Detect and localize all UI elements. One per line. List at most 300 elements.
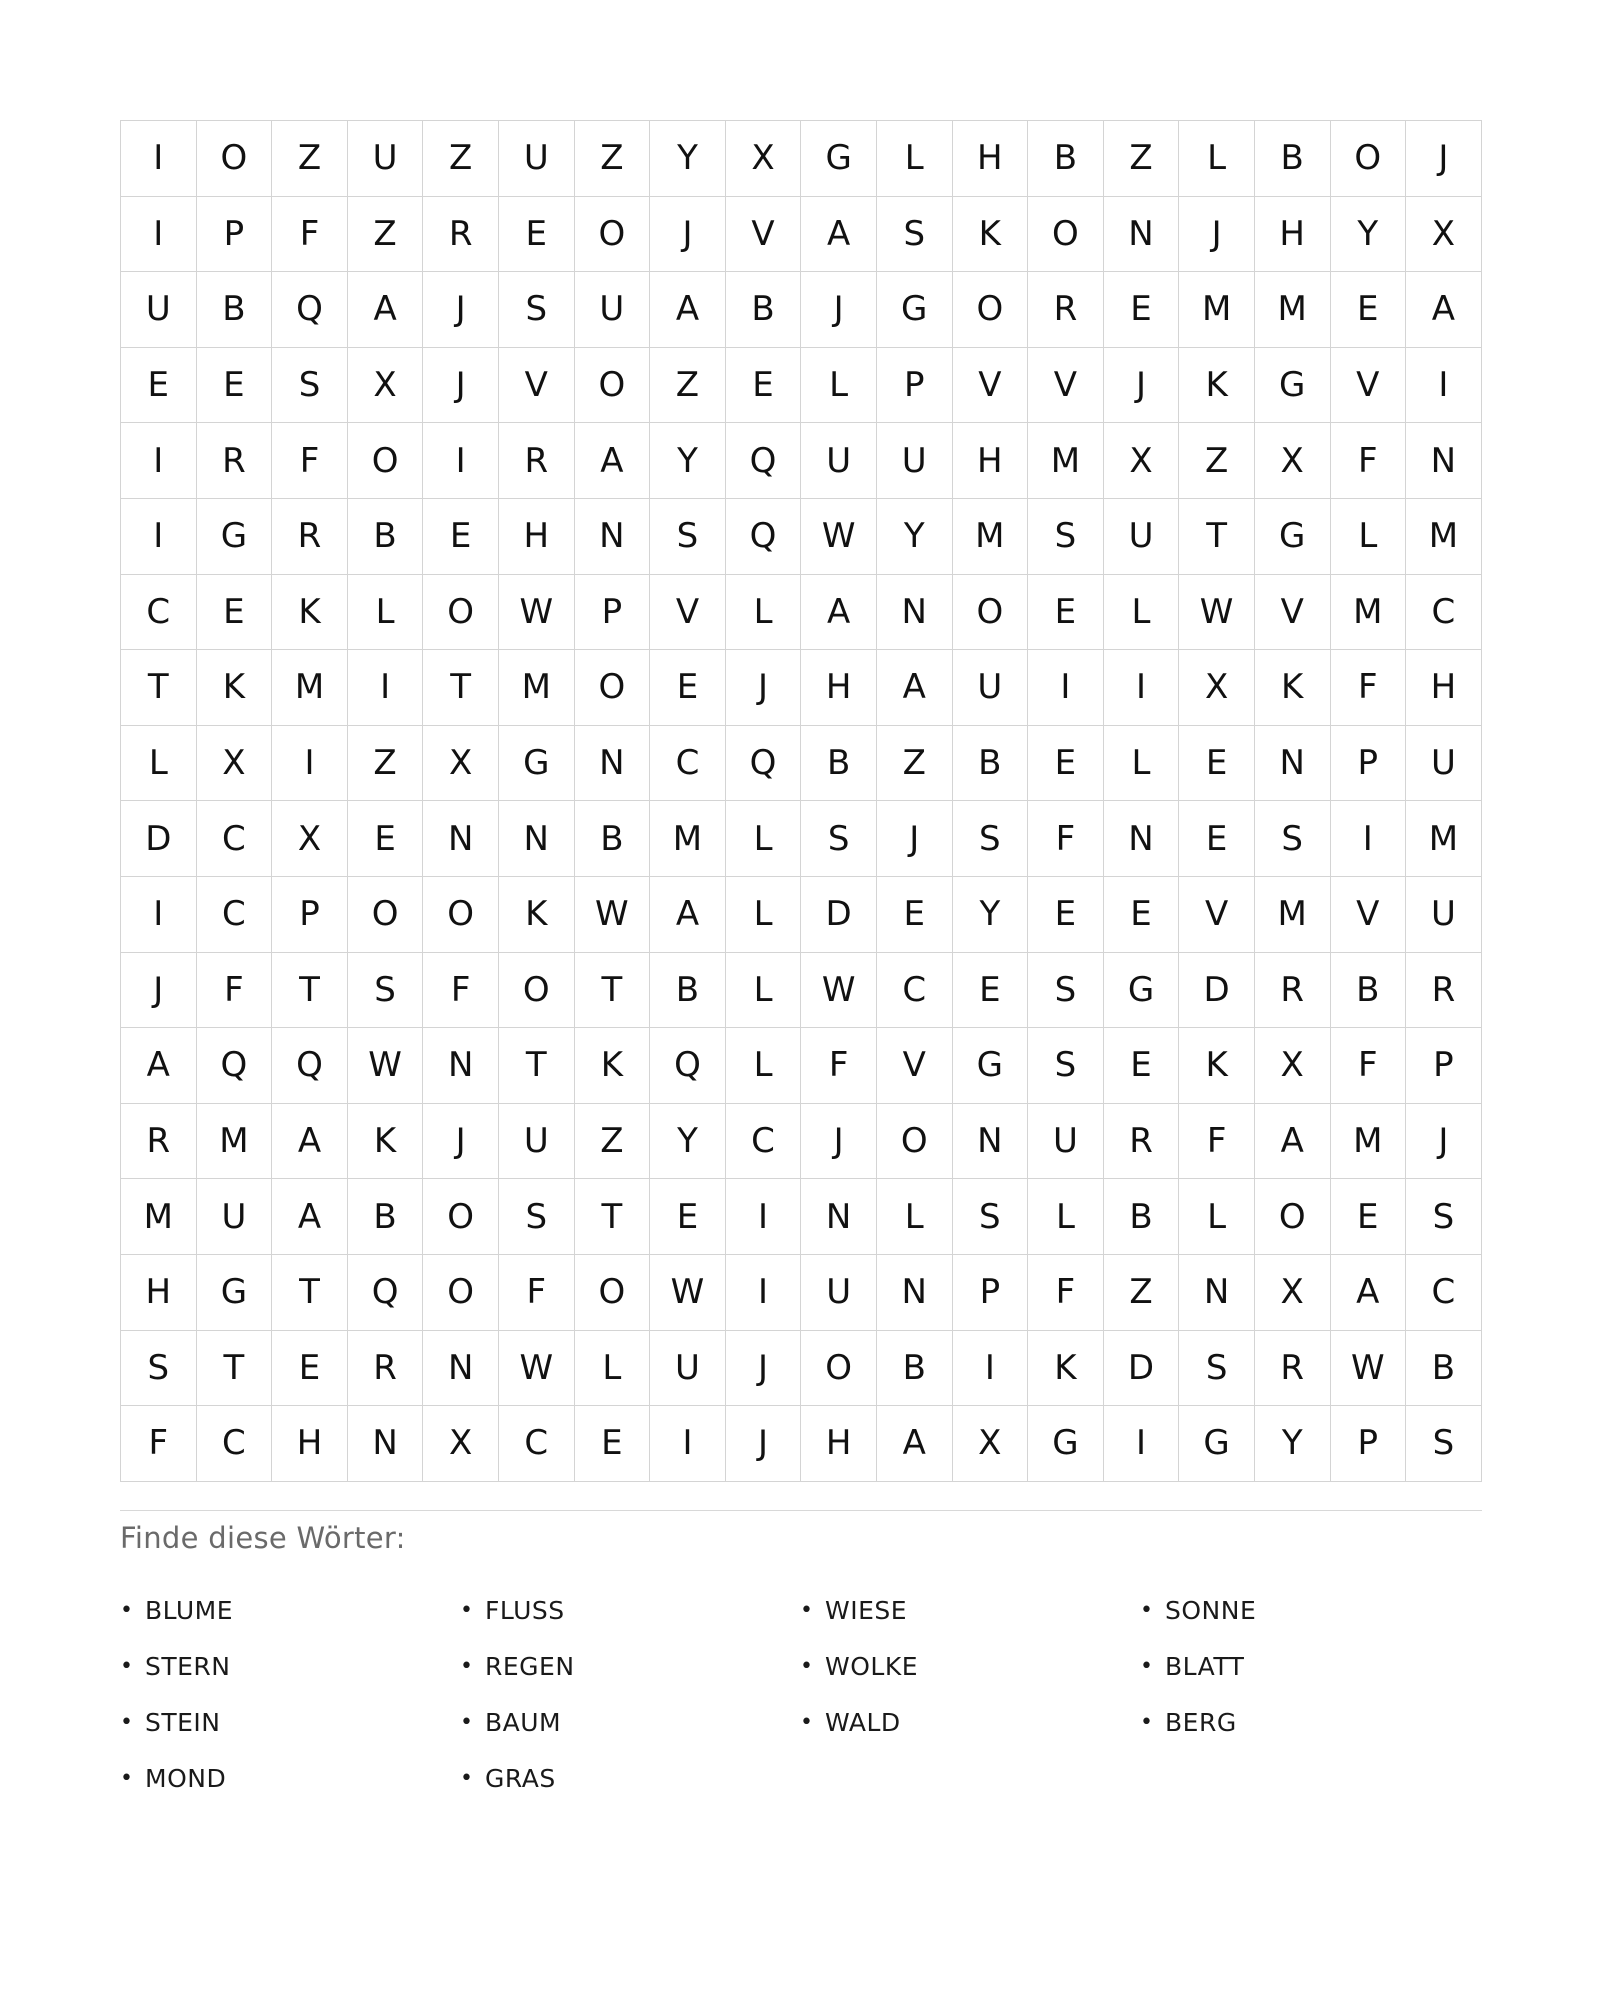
grid-cell[interactable]: O	[575, 197, 651, 273]
grid-cell[interactable]: R	[272, 499, 348, 575]
grid-cell[interactable]: B	[877, 1331, 953, 1407]
grid-cell[interactable]: J	[801, 1104, 877, 1180]
grid-cell[interactable]: N	[423, 801, 499, 877]
grid-cell[interactable]: Y	[650, 423, 726, 499]
grid-cell[interactable]: C	[197, 877, 273, 953]
grid-cell[interactable]: Z	[877, 726, 953, 802]
grid-cell[interactable]: N	[877, 1255, 953, 1331]
grid-cell[interactable]: X	[272, 801, 348, 877]
grid-cell[interactable]: X	[1104, 423, 1180, 499]
grid-cell[interactable]: B	[650, 953, 726, 1029]
grid-cell[interactable]: A	[575, 423, 651, 499]
grid-cell[interactable]: O	[877, 1104, 953, 1180]
grid-cell[interactable]: O	[575, 1255, 651, 1331]
grid-cell[interactable]: A	[1255, 1104, 1331, 1180]
grid-cell[interactable]: T	[121, 650, 197, 726]
grid-cell[interactable]: F	[1331, 1028, 1407, 1104]
grid-cell[interactable]: L	[1104, 726, 1180, 802]
grid-cell[interactable]: S	[953, 801, 1029, 877]
grid-cell[interactable]: O	[197, 121, 273, 197]
grid-cell[interactable]: I	[1104, 650, 1180, 726]
grid-cell[interactable]: O	[801, 1331, 877, 1407]
grid-cell[interactable]: B	[197, 272, 273, 348]
grid-cell[interactable]: I	[650, 1406, 726, 1482]
grid-cell[interactable]: J	[726, 1406, 802, 1482]
grid-cell[interactable]: O	[953, 272, 1029, 348]
grid-cell[interactable]: B	[953, 726, 1029, 802]
grid-cell[interactable]: J	[423, 1104, 499, 1180]
grid-cell[interactable]: L	[726, 953, 802, 1029]
grid-cell[interactable]: C	[650, 726, 726, 802]
grid-cell[interactable]: J	[801, 272, 877, 348]
grid-cell[interactable]: W	[650, 1255, 726, 1331]
grid-cell[interactable]: L	[121, 726, 197, 802]
grid-cell[interactable]: E	[650, 1179, 726, 1255]
grid-cell[interactable]: J	[877, 801, 953, 877]
grid-cell[interactable]: R	[348, 1331, 424, 1407]
grid-cell[interactable]: V	[953, 348, 1029, 424]
grid-cell[interactable]: L	[801, 348, 877, 424]
grid-cell[interactable]: O	[423, 575, 499, 651]
grid-cell[interactable]: J	[1179, 197, 1255, 273]
grid-cell[interactable]: M	[1028, 423, 1104, 499]
grid-cell[interactable]: T	[423, 650, 499, 726]
grid-cell[interactable]: B	[801, 726, 877, 802]
grid-cell[interactable]: G	[1028, 1406, 1104, 1482]
grid-cell[interactable]: L	[1331, 499, 1407, 575]
grid-cell[interactable]: M	[121, 1179, 197, 1255]
grid-cell[interactable]: L	[1104, 575, 1180, 651]
grid-cell[interactable]: W	[499, 575, 575, 651]
grid-cell[interactable]: S	[1406, 1406, 1482, 1482]
grid-cell[interactable]: I	[1406, 348, 1482, 424]
grid-cell[interactable]: N	[499, 801, 575, 877]
grid-cell[interactable]: N	[877, 575, 953, 651]
grid-cell[interactable]: T	[1179, 499, 1255, 575]
grid-cell[interactable]: V	[1331, 348, 1407, 424]
grid-cell[interactable]: R	[121, 1104, 197, 1180]
grid-cell[interactable]: B	[1331, 953, 1407, 1029]
grid-cell[interactable]: N	[1255, 726, 1331, 802]
grid-cell[interactable]: C	[121, 575, 197, 651]
grid-cell[interactable]: M	[953, 499, 1029, 575]
grid-cell[interactable]: I	[726, 1179, 802, 1255]
grid-cell[interactable]: Z	[348, 726, 424, 802]
grid-cell[interactable]: B	[1104, 1179, 1180, 1255]
grid-cell[interactable]: V	[650, 575, 726, 651]
grid-cell[interactable]: R	[499, 423, 575, 499]
grid-cell[interactable]: G	[877, 272, 953, 348]
grid-cell[interactable]: O	[1028, 197, 1104, 273]
grid-cell[interactable]: T	[499, 1028, 575, 1104]
grid-cell[interactable]: U	[499, 1104, 575, 1180]
grid-cell[interactable]: H	[1406, 650, 1482, 726]
grid-cell[interactable]: O	[423, 877, 499, 953]
grid-cell[interactable]: Z	[423, 121, 499, 197]
grid-cell[interactable]: I	[121, 197, 197, 273]
grid-cell[interactable]: G	[801, 121, 877, 197]
grid-cell[interactable]: E	[423, 499, 499, 575]
grid-cell[interactable]: R	[1028, 272, 1104, 348]
grid-cell[interactable]: H	[499, 499, 575, 575]
grid-cell[interactable]: P	[1331, 1406, 1407, 1482]
grid-cell[interactable]: E	[726, 348, 802, 424]
grid-cell[interactable]: P	[1406, 1028, 1482, 1104]
grid-cell[interactable]: W	[801, 499, 877, 575]
grid-cell[interactable]: O	[348, 423, 424, 499]
grid-cell[interactable]: E	[499, 197, 575, 273]
grid-cell[interactable]: U	[1028, 1104, 1104, 1180]
grid-cell[interactable]: T	[272, 1255, 348, 1331]
grid-cell[interactable]: E	[1028, 726, 1104, 802]
grid-cell[interactable]: S	[499, 1179, 575, 1255]
grid-cell[interactable]: F	[1028, 801, 1104, 877]
grid-cell[interactable]: N	[575, 499, 651, 575]
grid-cell[interactable]: U	[1406, 877, 1482, 953]
grid-cell[interactable]: V	[726, 197, 802, 273]
grid-cell[interactable]: D	[1104, 1331, 1180, 1407]
grid-cell[interactable]: G	[1104, 953, 1180, 1029]
grid-cell[interactable]: J	[1104, 348, 1180, 424]
grid-cell[interactable]: I	[121, 499, 197, 575]
grid-cell[interactable]: Z	[575, 121, 651, 197]
grid-cell[interactable]: U	[877, 423, 953, 499]
grid-cell[interactable]: L	[726, 575, 802, 651]
grid-cell[interactable]: S	[1028, 1028, 1104, 1104]
grid-cell[interactable]: O	[575, 348, 651, 424]
grid-cell[interactable]: L	[575, 1331, 651, 1407]
grid-cell[interactable]: S	[272, 348, 348, 424]
grid-cell[interactable]: R	[423, 197, 499, 273]
grid-cell[interactable]: Y	[1255, 1406, 1331, 1482]
grid-cell[interactable]: B	[575, 801, 651, 877]
grid-cell[interactable]: M	[1255, 877, 1331, 953]
grid-cell[interactable]: T	[575, 953, 651, 1029]
grid-cell[interactable]: V	[877, 1028, 953, 1104]
grid-cell[interactable]: N	[575, 726, 651, 802]
grid-cell[interactable]: X	[953, 1406, 1029, 1482]
grid-cell[interactable]: E	[1028, 575, 1104, 651]
grid-cell[interactable]: N	[1179, 1255, 1255, 1331]
grid-cell[interactable]: X	[1255, 1255, 1331, 1331]
grid-cell[interactable]: S	[1179, 1331, 1255, 1407]
grid-cell[interactable]: L	[1179, 121, 1255, 197]
grid-cell[interactable]: C	[877, 953, 953, 1029]
grid-cell[interactable]: B	[1028, 121, 1104, 197]
grid-cell[interactable]: J	[423, 348, 499, 424]
grid-cell[interactable]: A	[801, 197, 877, 273]
grid-cell[interactable]: W	[575, 877, 651, 953]
grid-cell[interactable]: V	[499, 348, 575, 424]
grid-cell[interactable]: S	[877, 197, 953, 273]
grid-cell[interactable]: W	[1331, 1331, 1407, 1407]
grid-cell[interactable]: Y	[953, 877, 1029, 953]
grid-cell[interactable]: E	[1104, 1028, 1180, 1104]
grid-cell[interactable]: U	[801, 423, 877, 499]
grid-cell[interactable]: O	[423, 1255, 499, 1331]
grid-cell[interactable]: H	[1255, 197, 1331, 273]
grid-cell[interactable]: M	[1406, 499, 1482, 575]
grid-cell[interactable]: F	[1028, 1255, 1104, 1331]
grid-cell[interactable]: I	[348, 650, 424, 726]
grid-cell[interactable]: S	[1028, 953, 1104, 1029]
grid-cell[interactable]: S	[1255, 801, 1331, 877]
grid-cell[interactable]: P	[272, 877, 348, 953]
grid-cell[interactable]: L	[1179, 1179, 1255, 1255]
grid-cell[interactable]: J	[1406, 121, 1482, 197]
grid-cell[interactable]: K	[575, 1028, 651, 1104]
grid-cell[interactable]: N	[1406, 423, 1482, 499]
grid-cell[interactable]: C	[197, 1406, 273, 1482]
grid-cell[interactable]: E	[348, 801, 424, 877]
grid-cell[interactable]: F	[272, 197, 348, 273]
grid-cell[interactable]: I	[121, 877, 197, 953]
grid-cell[interactable]: F	[1331, 650, 1407, 726]
grid-cell[interactable]: P	[877, 348, 953, 424]
grid-cell[interactable]: S	[650, 499, 726, 575]
grid-cell[interactable]: Q	[348, 1255, 424, 1331]
grid-cell[interactable]: D	[121, 801, 197, 877]
grid-cell[interactable]: E	[953, 953, 1029, 1029]
grid-cell[interactable]: I	[726, 1255, 802, 1331]
grid-cell[interactable]: G	[499, 726, 575, 802]
grid-cell[interactable]: W	[348, 1028, 424, 1104]
grid-cell[interactable]: F	[1331, 423, 1407, 499]
grid-cell[interactable]: E	[1028, 877, 1104, 953]
grid-cell[interactable]: E	[1104, 877, 1180, 953]
grid-cell[interactable]: S	[1028, 499, 1104, 575]
grid-cell[interactable]: A	[650, 877, 726, 953]
grid-cell[interactable]: E	[1331, 272, 1407, 348]
grid-cell[interactable]: W	[1179, 575, 1255, 651]
grid-cell[interactable]: M	[1406, 801, 1482, 877]
grid-cell[interactable]: B	[348, 1179, 424, 1255]
grid-cell[interactable]: X	[726, 121, 802, 197]
grid-cell[interactable]: Q	[726, 423, 802, 499]
grid-cell[interactable]: N	[1104, 197, 1180, 273]
grid-cell[interactable]: S	[953, 1179, 1029, 1255]
grid-cell[interactable]: R	[1255, 1331, 1331, 1407]
grid-cell[interactable]: O	[953, 575, 1029, 651]
grid-cell[interactable]: X	[1179, 650, 1255, 726]
grid-cell[interactable]: A	[650, 272, 726, 348]
grid-cell[interactable]: O	[1331, 121, 1407, 197]
grid-cell[interactable]: H	[953, 121, 1029, 197]
grid-cell[interactable]: U	[575, 272, 651, 348]
grid-cell[interactable]: B	[1406, 1331, 1482, 1407]
grid-cell[interactable]: I	[1028, 650, 1104, 726]
grid-cell[interactable]: L	[1028, 1179, 1104, 1255]
grid-cell[interactable]: M	[1331, 1104, 1407, 1180]
grid-cell[interactable]: U	[801, 1255, 877, 1331]
grid-cell[interactable]: C	[1406, 575, 1482, 651]
grid-cell[interactable]: E	[197, 575, 273, 651]
grid-cell[interactable]: Z	[272, 121, 348, 197]
grid-cell[interactable]: K	[1028, 1331, 1104, 1407]
grid-cell[interactable]: S	[348, 953, 424, 1029]
grid-cell[interactable]: L	[726, 877, 802, 953]
grid-cell[interactable]: X	[348, 348, 424, 424]
grid-cell[interactable]: G	[1255, 499, 1331, 575]
grid-cell[interactable]: P	[953, 1255, 1029, 1331]
grid-cell[interactable]: M	[1179, 272, 1255, 348]
grid-cell[interactable]: E	[1104, 272, 1180, 348]
grid-cell[interactable]: Q	[726, 726, 802, 802]
grid-cell[interactable]: I	[423, 423, 499, 499]
grid-cell[interactable]: N	[953, 1104, 1029, 1180]
grid-cell[interactable]: H	[801, 1406, 877, 1482]
grid-cell[interactable]: C	[499, 1406, 575, 1482]
grid-cell[interactable]: V	[1255, 575, 1331, 651]
grid-cell[interactable]: I	[272, 726, 348, 802]
grid-cell[interactable]: I	[1104, 1406, 1180, 1482]
grid-cell[interactable]: G	[197, 499, 273, 575]
grid-cell[interactable]: K	[499, 877, 575, 953]
grid-cell[interactable]: X	[423, 726, 499, 802]
grid-cell[interactable]: E	[1179, 801, 1255, 877]
grid-cell[interactable]: A	[272, 1104, 348, 1180]
grid-cell[interactable]: M	[197, 1104, 273, 1180]
grid-cell[interactable]: O	[499, 953, 575, 1029]
grid-cell[interactable]: N	[348, 1406, 424, 1482]
grid-cell[interactable]: C	[197, 801, 273, 877]
grid-cell[interactable]: E	[1331, 1179, 1407, 1255]
grid-cell[interactable]: B	[348, 499, 424, 575]
grid-cell[interactable]: A	[348, 272, 424, 348]
grid-cell[interactable]: T	[197, 1331, 273, 1407]
grid-cell[interactable]: Y	[650, 121, 726, 197]
grid-cell[interactable]: U	[1104, 499, 1180, 575]
grid-cell[interactable]: E	[121, 348, 197, 424]
grid-cell[interactable]: Q	[726, 499, 802, 575]
grid-cell[interactable]: J	[726, 650, 802, 726]
grid-cell[interactable]: E	[197, 348, 273, 424]
grid-cell[interactable]: Q	[272, 272, 348, 348]
grid-cell[interactable]: X	[1255, 1028, 1331, 1104]
grid-cell[interactable]: G	[1255, 348, 1331, 424]
grid-cell[interactable]: L	[877, 121, 953, 197]
grid-cell[interactable]: G	[1179, 1406, 1255, 1482]
grid-cell[interactable]: Y	[877, 499, 953, 575]
grid-cell[interactable]: Z	[650, 348, 726, 424]
grid-cell[interactable]: A	[1406, 272, 1482, 348]
grid-cell[interactable]: N	[801, 1179, 877, 1255]
grid-cell[interactable]: Y	[1331, 197, 1407, 273]
grid-cell[interactable]: E	[877, 877, 953, 953]
grid-cell[interactable]: P	[197, 197, 273, 273]
grid-cell[interactable]: U	[953, 650, 1029, 726]
grid-cell[interactable]: Z	[1104, 121, 1180, 197]
grid-cell[interactable]: U	[121, 272, 197, 348]
grid-cell[interactable]: U	[197, 1179, 273, 1255]
grid-cell[interactable]: X	[197, 726, 273, 802]
grid-cell[interactable]: J	[121, 953, 197, 1029]
grid-cell[interactable]: P	[1331, 726, 1407, 802]
grid-cell[interactable]: C	[1406, 1255, 1482, 1331]
grid-cell[interactable]: P	[575, 575, 651, 651]
grid-cell[interactable]: S	[1406, 1179, 1482, 1255]
grid-cell[interactable]: V	[1331, 877, 1407, 953]
grid-cell[interactable]: J	[726, 1331, 802, 1407]
grid-cell[interactable]: U	[1406, 726, 1482, 802]
grid-cell[interactable]: R	[1104, 1104, 1180, 1180]
grid-cell[interactable]: K	[953, 197, 1029, 273]
grid-cell[interactable]: R	[1406, 953, 1482, 1029]
grid-cell[interactable]: M	[1331, 575, 1407, 651]
grid-cell[interactable]: E	[1179, 726, 1255, 802]
grid-cell[interactable]: Q	[197, 1028, 273, 1104]
grid-cell[interactable]: K	[348, 1104, 424, 1180]
grid-cell[interactable]: X	[1406, 197, 1482, 273]
grid-cell[interactable]: O	[423, 1179, 499, 1255]
grid-cell[interactable]: X	[1255, 423, 1331, 499]
grid-cell[interactable]: N	[423, 1028, 499, 1104]
grid-cell[interactable]: V	[1179, 877, 1255, 953]
grid-cell[interactable]: K	[272, 575, 348, 651]
grid-cell[interactable]: A	[121, 1028, 197, 1104]
grid-cell[interactable]: H	[801, 650, 877, 726]
grid-cell[interactable]: K	[1179, 348, 1255, 424]
grid-cell[interactable]: N	[1104, 801, 1180, 877]
grid-cell[interactable]: F	[801, 1028, 877, 1104]
grid-cell[interactable]: E	[272, 1331, 348, 1407]
grid-cell[interactable]: B	[1255, 121, 1331, 197]
grid-cell[interactable]: L	[726, 801, 802, 877]
grid-cell[interactable]: O	[575, 650, 651, 726]
grid-cell[interactable]: H	[272, 1406, 348, 1482]
grid-cell[interactable]: V	[1028, 348, 1104, 424]
grid-cell[interactable]: L	[348, 575, 424, 651]
grid-cell[interactable]: H	[121, 1255, 197, 1331]
grid-cell[interactable]: A	[877, 1406, 953, 1482]
grid-cell[interactable]: F	[499, 1255, 575, 1331]
grid-cell[interactable]: K	[1179, 1028, 1255, 1104]
grid-cell[interactable]: J	[650, 197, 726, 273]
grid-cell[interactable]: W	[801, 953, 877, 1029]
grid-cell[interactable]: R	[197, 423, 273, 499]
grid-cell[interactable]: E	[650, 650, 726, 726]
grid-cell[interactable]: S	[801, 801, 877, 877]
grid-cell[interactable]: B	[726, 272, 802, 348]
grid-cell[interactable]: A	[877, 650, 953, 726]
grid-cell[interactable]: U	[499, 121, 575, 197]
grid-cell[interactable]: O	[1255, 1179, 1331, 1255]
grid-cell[interactable]: Y	[650, 1104, 726, 1180]
grid-cell[interactable]: F	[1179, 1104, 1255, 1180]
grid-cell[interactable]: I	[121, 423, 197, 499]
grid-cell[interactable]: X	[423, 1406, 499, 1482]
grid-cell[interactable]: W	[499, 1331, 575, 1407]
grid-cell[interactable]: N	[423, 1331, 499, 1407]
grid-cell[interactable]: Z	[575, 1104, 651, 1180]
grid-cell[interactable]: K	[1255, 650, 1331, 726]
grid-cell[interactable]: D	[1179, 953, 1255, 1029]
grid-cell[interactable]: D	[801, 877, 877, 953]
grid-cell[interactable]: M	[499, 650, 575, 726]
grid-cell[interactable]: Q	[650, 1028, 726, 1104]
grid-cell[interactable]: Z	[348, 197, 424, 273]
grid-cell[interactable]: A	[1331, 1255, 1407, 1331]
grid-cell[interactable]: T	[272, 953, 348, 1029]
grid-cell[interactable]: S	[121, 1331, 197, 1407]
grid-cell[interactable]: I	[1331, 801, 1407, 877]
grid-cell[interactable]: F	[423, 953, 499, 1029]
grid-cell[interactable]: E	[575, 1406, 651, 1482]
grid-cell[interactable]: L	[726, 1028, 802, 1104]
grid-cell[interactable]: L	[877, 1179, 953, 1255]
grid-cell[interactable]: C	[726, 1104, 802, 1180]
grid-cell[interactable]: H	[953, 423, 1029, 499]
